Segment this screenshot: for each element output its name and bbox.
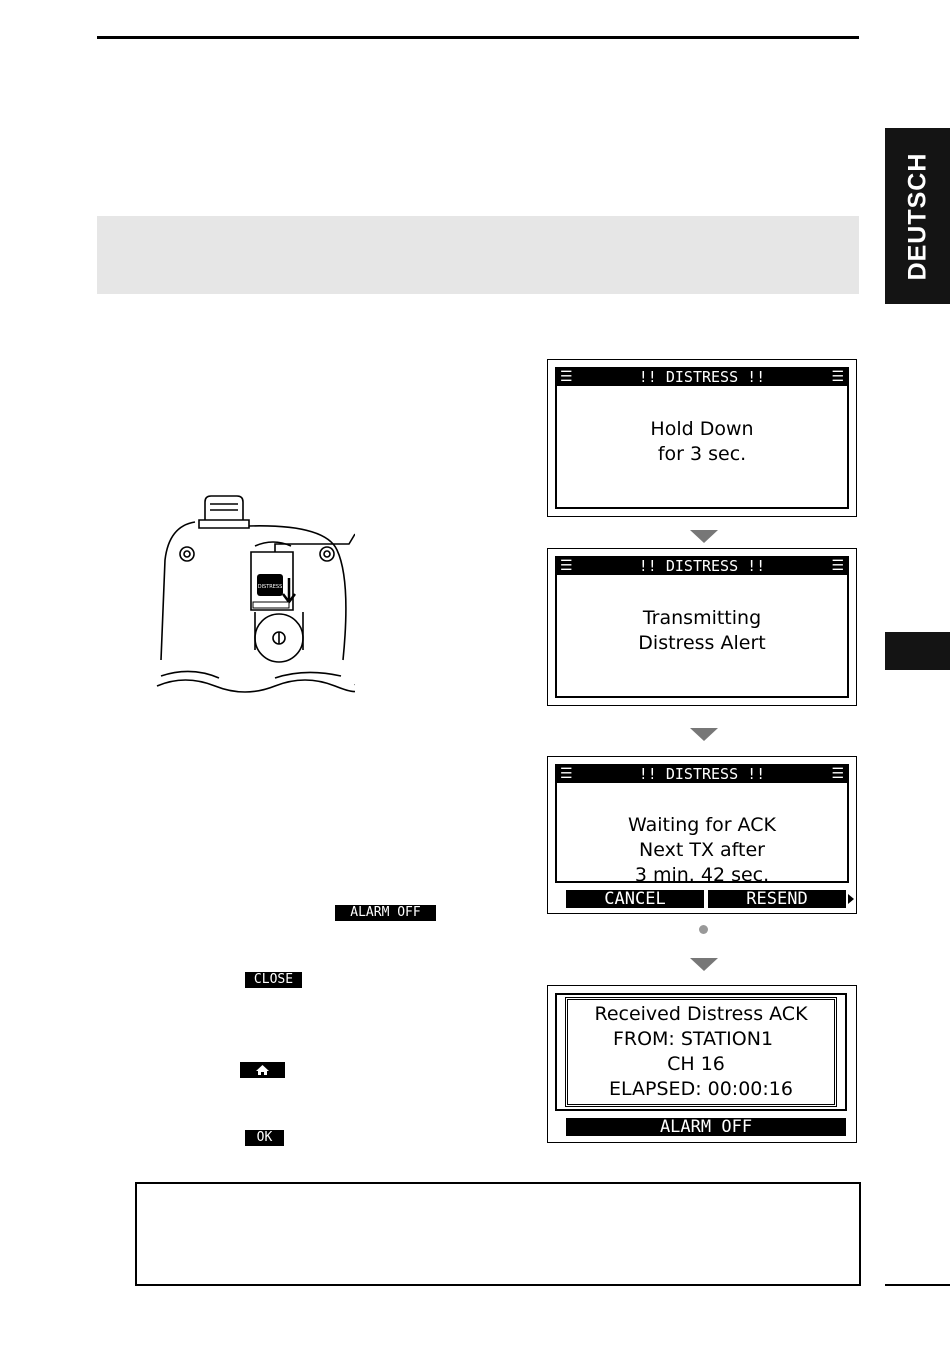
lcd-title-bar xyxy=(557,369,847,386)
lcd-screen-received-ack xyxy=(547,985,857,1143)
home-key xyxy=(240,1062,285,1078)
lcd-screen-waiting-ack xyxy=(547,756,857,914)
close-key: CLOSE xyxy=(245,972,302,988)
flow-arrow-down-icon xyxy=(690,728,718,741)
page-corner-rule xyxy=(885,1284,950,1286)
ok-key: OK xyxy=(245,1130,284,1146)
language-tab-label: DEUTSCH xyxy=(903,152,931,280)
lcd-screen-hold-down xyxy=(547,359,857,517)
note-box xyxy=(135,1182,861,1286)
menu-icon: ☰ xyxy=(831,766,844,782)
section-header-band xyxy=(97,216,859,294)
lcd-title-bar xyxy=(557,766,847,783)
lcd-frame xyxy=(555,556,849,698)
step-dot-icon xyxy=(699,925,708,934)
lcd-message-line: Next TX after xyxy=(639,839,765,861)
top-rule xyxy=(97,36,859,39)
menu-icon: ☰ xyxy=(831,558,844,574)
menu-icon: ☰ xyxy=(560,766,573,782)
lcd-title: !! DISTRESS !! xyxy=(638,557,766,575)
lcd-title-bar xyxy=(557,558,847,575)
lcd-screen-transmitting xyxy=(547,548,857,706)
lcd-title: !! DISTRESS !! xyxy=(638,765,766,783)
flow-arrow-down-icon xyxy=(690,530,718,543)
scroll-right-icon xyxy=(848,894,854,904)
cancel-softkey[interactable]: CANCEL xyxy=(566,890,704,908)
lcd-frame xyxy=(555,764,849,886)
lcd-message-line: FROM: STATION1 xyxy=(612,1028,774,1050)
radio-drawing xyxy=(155,490,355,700)
home-icon xyxy=(240,1062,285,1078)
flow-arrow-down-icon xyxy=(690,958,718,971)
lcd-message-line: Hold Down xyxy=(650,418,754,440)
lcd-message-line: Transmitting xyxy=(642,607,762,629)
popup-frame xyxy=(565,997,837,1107)
lcd-message-line: Distress Alert xyxy=(638,632,766,654)
lcd-message-line: CH 16 xyxy=(667,1053,725,1075)
radio-illustration xyxy=(155,490,355,700)
lcd-message-line: Waiting for ACK xyxy=(628,814,776,836)
menu-icon: ☰ xyxy=(560,558,573,574)
resend-softkey[interactable]: RESEND xyxy=(708,890,846,908)
menu-icon: ☰ xyxy=(831,369,844,385)
lcd-title: !! DISTRESS !! xyxy=(638,368,766,386)
lcd-frame xyxy=(555,367,849,509)
distress-button-label: DISTRESS xyxy=(257,584,283,590)
menu-icon: ☰ xyxy=(560,369,573,385)
lcd-message-line: 3 min. 42 sec. xyxy=(634,864,770,886)
language-tab xyxy=(885,128,950,304)
lcd-message-line: for 3 sec. xyxy=(657,443,747,465)
softkey-row xyxy=(566,890,846,908)
lcd-message-line: ELAPSED: 00:00:16 xyxy=(609,1078,793,1100)
alarm-off-softkey[interactable]: ALARM OFF xyxy=(566,1118,846,1136)
lcd-message-line: Received Distress ACK xyxy=(594,1003,808,1025)
chapter-marker xyxy=(885,632,950,670)
alarm-off-key: ALARM OFF xyxy=(335,905,436,921)
